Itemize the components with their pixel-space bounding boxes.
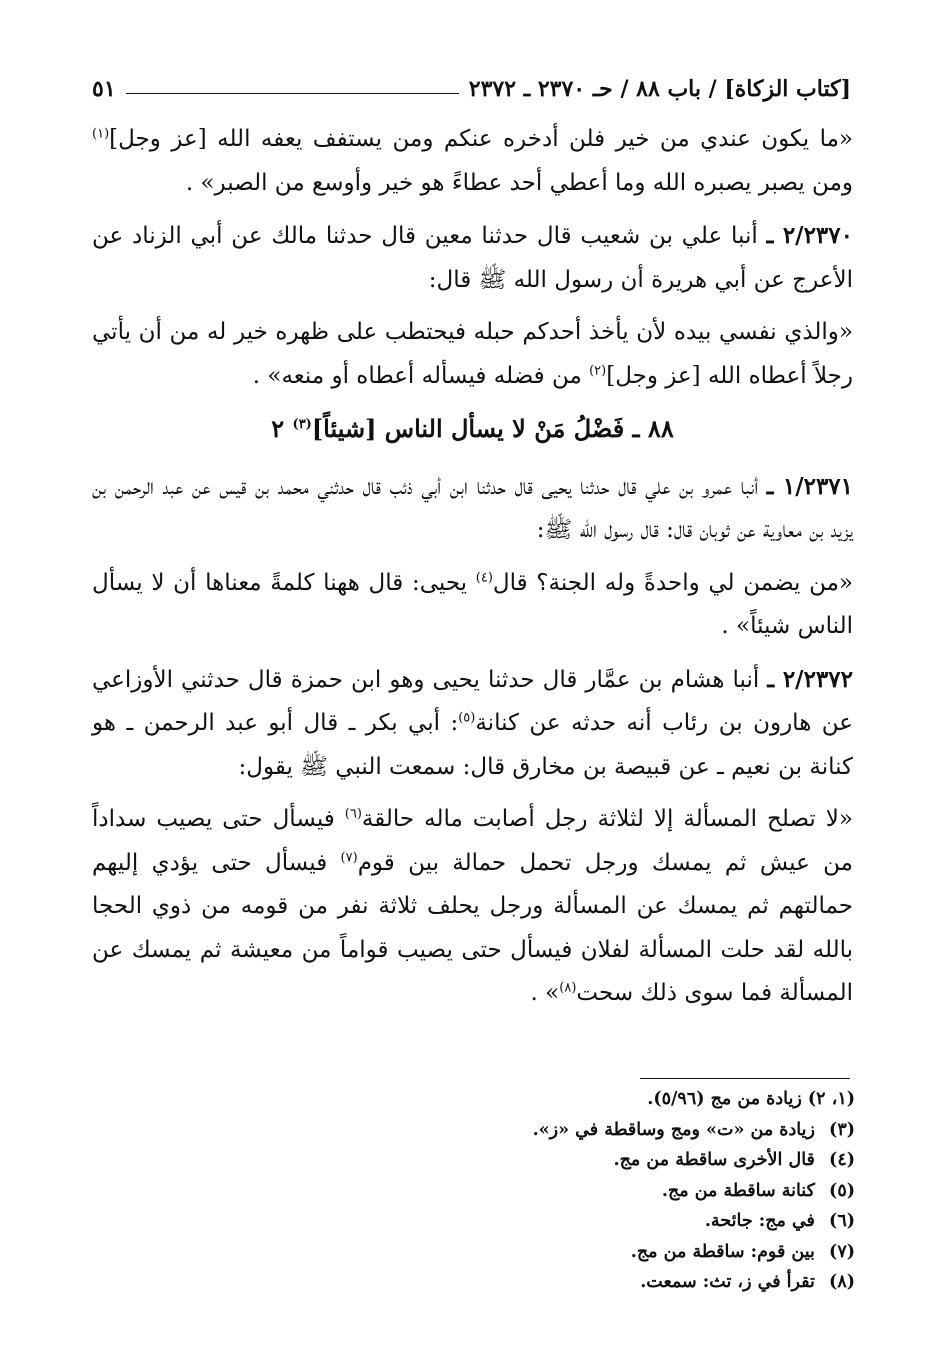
footnote-text: تقرأ في ز، تث: سمعت. [640, 1272, 815, 1292]
paragraph-5 [92, 562, 853, 649]
p7-text-d: » . [530, 980, 560, 1006]
page-number: ٥١ [92, 76, 116, 102]
footnote-number: (٤) [829, 1150, 855, 1170]
p7-text-b: فيسأل حتى يصيب سداداً من عيش ثم يمسك ورجل تحمل حمالة بين قوم [92, 806, 853, 876]
footnote-ref-5: (٥) [458, 710, 476, 726]
footnote-number: (٧) [829, 1241, 855, 1262]
footnote-text: بين قوم: ساقطة من مج. [630, 1241, 815, 1262]
hadith-number-2372: ٢/٢٣٧٢ ـ [767, 665, 853, 693]
footnote [92, 1176, 855, 1207]
p3-text-a: «والذي نفسي بيده لأن يأخذ أحدكم حبله فيحتطب على ظهره خير له من أن يأتي رجلاً أعطاه الله [عز وجل] [92, 319, 853, 389]
chapter-heading [92, 407, 853, 451]
hadith-number-2370: ٢/٢٣٧٠ ـ [766, 222, 853, 249]
header-rule [126, 93, 459, 94]
footnote-text: كنانة ساقطة من مج. [661, 1180, 815, 1201]
footnote-ref-7: (٧) [340, 849, 358, 865]
chapter-title: ٨٨ ـ فَضْلُ مَنْ لا يسأل الناس [شيئاً] [311, 414, 674, 443]
footnote-text: قال الأخرى ساقطة من مج. [613, 1150, 815, 1170]
footnote [92, 1145, 855, 1176]
paragraph-3 [92, 311, 853, 398]
paragraph-6 [92, 658, 853, 790]
p7-text-c: فيسأل حتى يؤدي إليهم حمالتهم ثم يمسك عن المسألة ورجل يحلف ثلاثة نفر من قومه من ذوي الحجا بالله لقد حلت المسألة لفلان فيسأل حتى يصيب قواماً من معيشة ثم يمسك عن المسألة فما سوى ذلك سحت [92, 849, 853, 1006]
p2-text: أنبا علي بن شعيب قال حدثنا معين قال حدثنا مالك عن أبي الزناد عن الأعرج عن أبي هريرة أن رسول الله ﷺ قال: [92, 223, 853, 293]
footnote-text: في مج: جائحة. [704, 1211, 815, 1231]
footnote [92, 1237, 855, 1268]
chapter-suffix: ٢ [271, 414, 293, 443]
paragraph-4 [92, 465, 853, 553]
hadith-number-2371: ١/٢٣٧١ ـ [766, 472, 854, 500]
p5-text-b: يحيى: قال ههنا كلمةً معناها أن لا يسأل الناس شيئاً» . [92, 569, 853, 639]
footnotes [92, 1084, 855, 1298]
footnote [92, 1084, 855, 1115]
p4-text: أنبا عمرو بن علي قال حدثنا يحيى قال حدثنا ابن أبي ذئب قال حدثني محمد بن قيس عن عبد الرحمن بن يزيد بن معاوية عن ثوبان قال: قال رسول الله ﷺ: [92, 473, 853, 543]
header-title: [كتاب الزكاة] / باب ٨٨ / حـ ٢٣٧٠ ـ ٢٣٧٢ [468, 76, 851, 102]
footnote-number: (٥) [829, 1180, 855, 1201]
footnote-number: (٨) [829, 1272, 855, 1292]
footnote-ref-3: (٣) [292, 417, 312, 432]
footnote-text: زيادة من «ت» ومج وساقطة في «ز». [532, 1119, 815, 1140]
footnote-number: (٣) [829, 1119, 855, 1140]
footnote-number: (٦) [829, 1211, 855, 1231]
p5-text-a: «من يضمن لي واحدةً وله الجنة؟ قال [492, 569, 853, 596]
footnote-ref-4: (٤) [475, 569, 493, 585]
footnote-separator [640, 1078, 850, 1079]
footnote-ref-6: (٦) [344, 806, 362, 822]
p1-line2: ومن يصبر يصبره الله وما أعطي أحد عطاءً هو خير وأوسع من الصبر» . [185, 169, 853, 196]
running-header [92, 66, 851, 102]
p3-text-b: من فضله فيسأله أعطاه أو منعه» . [252, 362, 590, 389]
footnote-ref-1: (١) [92, 126, 110, 142]
p6-text-b: : أبي بكر ـ قال أبو عبد الرحمن ـ هو كنانة بن نعيم ـ عن قبيصة بن مخارق قال: سمعت النبي ﷺ يقول: [92, 710, 853, 780]
footnote-number: (١، ٢) [807, 1089, 855, 1109]
footnote [92, 1206, 855, 1237]
paragraph-7 [92, 798, 853, 1016]
paragraph-1 [92, 118, 853, 205]
p6-text-a: أنبا هشام بن عمَّار قال حدثنا يحيى وهو ابن حمزة قال حدثني الأوزاعي عن هارون بن رئاب أنه حدثه عن كنانة [92, 666, 853, 736]
footnote [92, 1267, 855, 1298]
main-text [92, 118, 853, 1025]
footnote [92, 1115, 855, 1146]
footnote-text: زيادة من مج (٥/٩٦). [647, 1089, 802, 1109]
footnote-ref-8: (٨) [559, 980, 577, 996]
footnote-ref-2: (٢) [589, 362, 607, 378]
p1-line1: «ما يكون عندي من خير فلن أدخره عنكم ومن يستفف يعفه الله [عز وجل] [109, 126, 853, 152]
paragraph-2 [92, 214, 853, 302]
p7-text-a: «لا تصلح المسألة إلا لثلاثة رجل أصابت ماله حالقة [361, 806, 853, 832]
